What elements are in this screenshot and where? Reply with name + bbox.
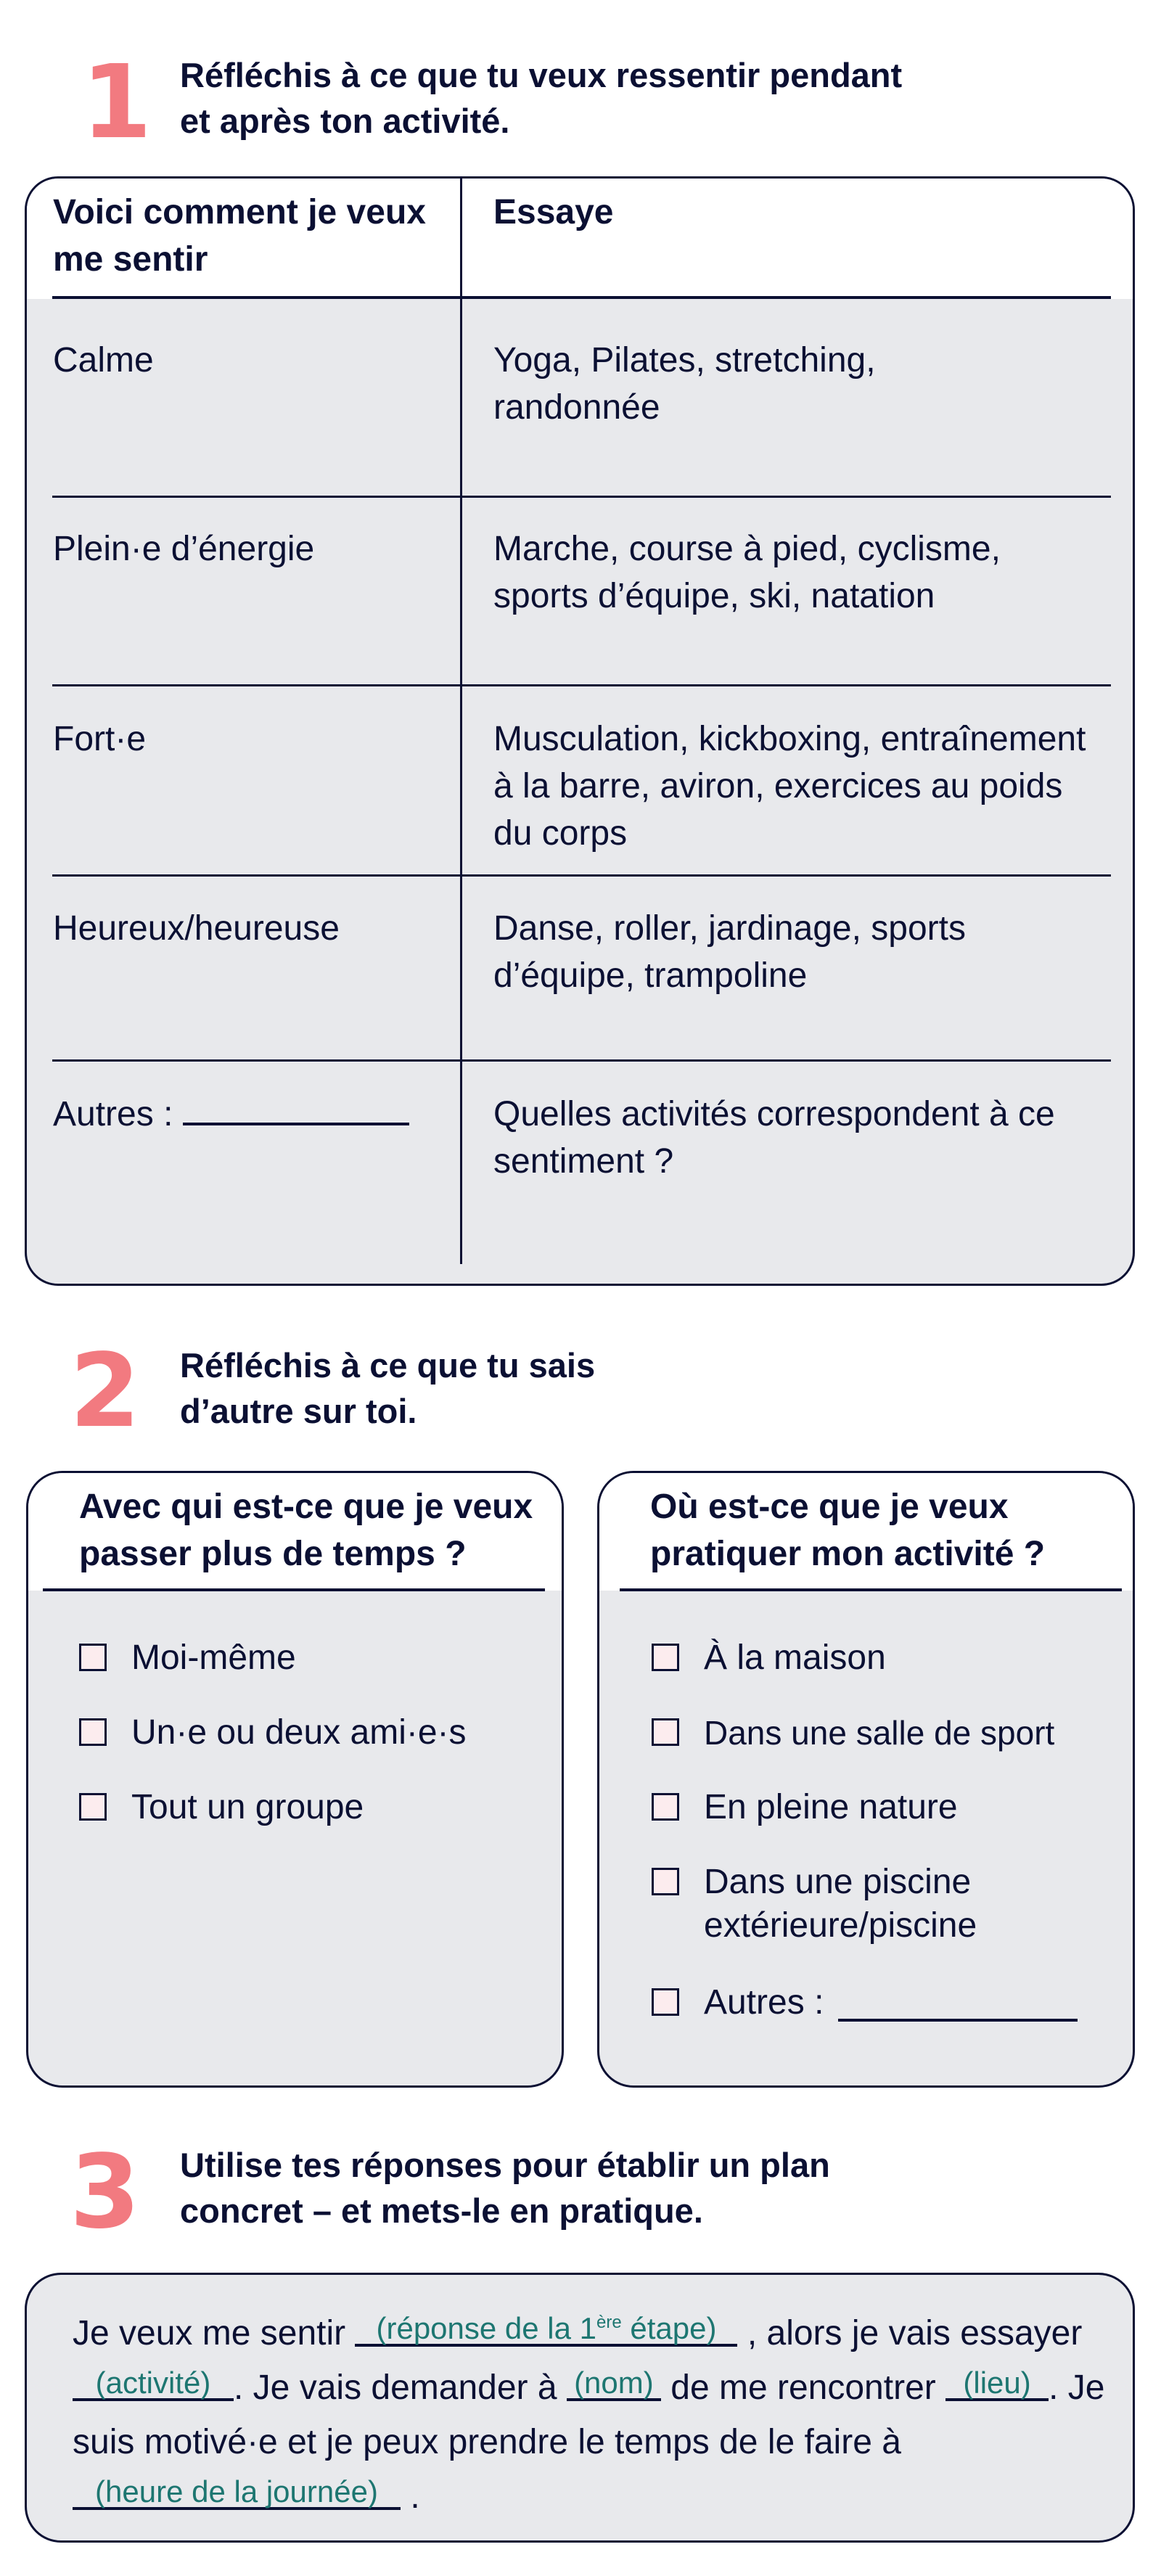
- step-1-number: 1: [81, 44, 152, 162]
- hint-text: étape): [621, 2311, 717, 2345]
- step-3-title-line-2: concret – et mets-le en pratique.: [180, 2191, 703, 2230]
- hint-text: (lieu): [963, 2366, 1031, 2400]
- where-header-divider: [620, 1588, 1122, 1591]
- row-divider: [52, 684, 1111, 686]
- checkbox[interactable]: [79, 1644, 107, 1671]
- step-3-title: [180, 2142, 1051, 2234]
- checkbox[interactable]: [79, 1793, 107, 1821]
- time-field[interactable]: [73, 2474, 401, 2510]
- option-label: Dans une piscine extérieure/piscine: [704, 1863, 977, 1945]
- step-1-title: [180, 52, 1051, 144]
- hint-text: (activité): [95, 2366, 211, 2400]
- checkbox[interactable]: [79, 1718, 107, 1746]
- step-1-title-line-1: Réfléchis à ce que tu veux ressentir pendant: [180, 56, 903, 94]
- where-option[interactable]: [652, 1861, 1081, 1948]
- plan-sentence: [73, 2306, 1117, 2524]
- place-field[interactable]: [945, 2368, 1049, 2401]
- header-divider: [52, 296, 1111, 299]
- table-row-feeling: Calme: [53, 341, 154, 380]
- plan-text: de me rencontrer: [660, 2368, 946, 2407]
- step-2-title-line-1: Réfléchis à ce que tu sais: [180, 1346, 596, 1385]
- hint-text: (réponse de la 1: [376, 2311, 597, 2345]
- activity-field[interactable]: [73, 2368, 234, 2401]
- row-divider: [52, 1059, 1111, 1062]
- step-2-title: [180, 1342, 1051, 1434]
- where-option[interactable]: [652, 1636, 886, 1680]
- option-label: Dans une salle de sport: [704, 1714, 1055, 1752]
- table-header-activities: Essaye: [493, 193, 614, 231]
- option-label: Moi-même: [131, 1638, 296, 1677]
- other-label: Autres :: [53, 1095, 173, 1133]
- table-row-activities: Musculation, kickboxing, entraînement à la barre, aviron, exercices au poids du corps: [493, 720, 1086, 853]
- who-header-divider: [43, 1588, 545, 1591]
- where-option[interactable]: [652, 1786, 958, 1829]
- option-label: Tout un groupe: [131, 1788, 364, 1826]
- checkbox[interactable]: [652, 1718, 679, 1746]
- hint-text: (nom): [574, 2366, 654, 2400]
- where-option[interactable]: [652, 1711, 1054, 1755]
- step-2-title-line-2: d’autre sur toi.: [180, 1392, 417, 1430]
- where-title: Où est-ce que je veux pratiquer mon activité ?: [650, 1488, 1046, 1573]
- table-row-activities: Marche, course à pied, cyclisme, sports d’équipe, ski, natation: [493, 530, 1001, 615]
- hint-text: (heure de la journée): [95, 2474, 378, 2509]
- step-3-title-line-1: Utilise tes réponses pour établir un plan: [180, 2146, 830, 2184]
- option-label: Un·e ou deux ami·e·s: [131, 1713, 467, 1752]
- other-place-blank[interactable]: [838, 2016, 1078, 2022]
- plan-text: . Je suis motivé·e et je peux prendre le temps de le faire à: [73, 2368, 1105, 2461]
- who-option[interactable]: [79, 1786, 364, 1829]
- option-label: À la maison: [704, 1638, 886, 1677]
- option-label: Autres :: [704, 1983, 824, 2022]
- table-row-feeling: Fort·e: [53, 720, 147, 758]
- who-option[interactable]: [79, 1711, 467, 1755]
- table-header-feeling: Voici comment je veux me sentir: [53, 193, 426, 279]
- step-1-title-line-2: et après ton activité.: [180, 102, 510, 140]
- table-row-feeling: Heureux/heureuse: [53, 909, 340, 948]
- feelings-table: [25, 176, 1135, 1286]
- option-label: En pleine nature: [704, 1788, 958, 1826]
- where-box: [597, 1471, 1135, 2088]
- name-field[interactable]: [567, 2368, 661, 2401]
- step-2-number: 2: [70, 1332, 141, 1451]
- hint-superscript: ère: [596, 2313, 622, 2332]
- row-divider: [52, 874, 1111, 877]
- other-feeling-blank[interactable]: [183, 1120, 409, 1125]
- table-row-activities: Danse, roller, jardinage, sports d’équipe, trampoline: [493, 909, 966, 995]
- table-row-activities: Quelles activités correspondent à ce sentiment ?: [493, 1095, 1055, 1181]
- where-option-other[interactable]: [652, 1981, 1078, 2025]
- row-divider: [52, 496, 1111, 498]
- plan-text: Je veux me sentir: [73, 2314, 356, 2353]
- plan-text: . Je vais demander à: [234, 2368, 567, 2407]
- who-box: [26, 1471, 564, 2088]
- plan-text: , alors je vais essayer: [737, 2314, 1083, 2353]
- who-option[interactable]: [79, 1636, 296, 1680]
- column-divider: [460, 179, 462, 1264]
- step-3-number: 3: [70, 2133, 141, 2252]
- who-title: Avec qui est-ce que je veux passer plus de temps ?: [79, 1488, 533, 1573]
- table-row-feeling-other: [53, 1091, 445, 1138]
- plan-text: .: [401, 2477, 420, 2516]
- checkbox[interactable]: [652, 1793, 679, 1821]
- checkbox[interactable]: [652, 1988, 679, 2016]
- feeling-field[interactable]: [355, 2308, 737, 2347]
- checkbox[interactable]: [652, 1868, 679, 1895]
- table-row-activities: Yoga, Pilates, stretching, randonnée: [493, 341, 876, 427]
- checkbox[interactable]: [652, 1644, 679, 1671]
- table-row-feeling: Plein·e d’énergie: [53, 530, 315, 568]
